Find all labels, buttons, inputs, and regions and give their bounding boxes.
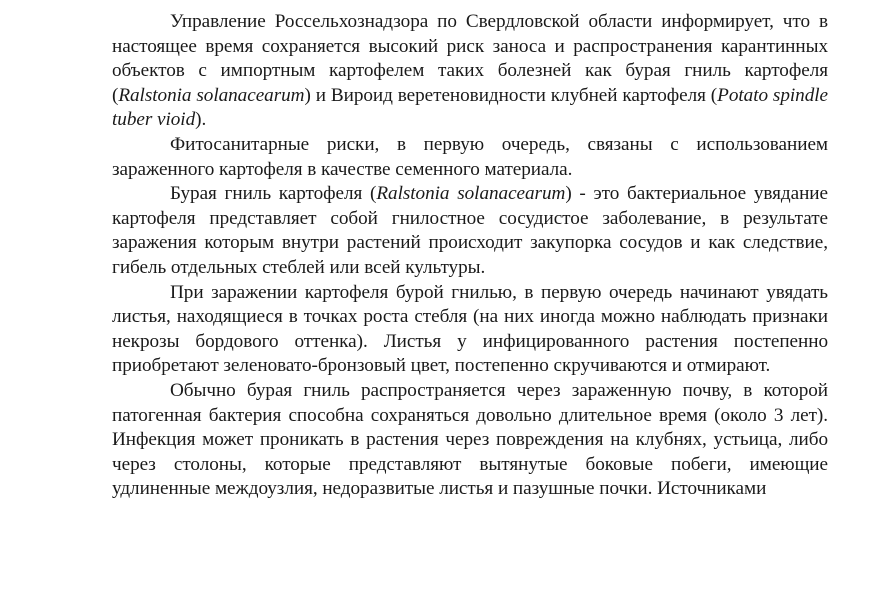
paragraph-3 [112,182,828,280]
paragraph-4 [112,281,828,379]
paragraph-3-text-1: Бурая гниль картофеля ( [170,183,377,205]
paragraph-1-latin-name-1: Ralstonia solanacearum [118,84,305,106]
document-page [112,10,828,502]
paragraph-4-text-1: При заражении картофеля бурой гнилью, в первую очередь начинают увядать листья, находящиеся в точках роста стебля (на них иногда можно наблюдать признаки некрозы бордового оттенка). Листья у инфицированного растения постепенно приобретают зеленовато-бронзовый цвет, постепенно скручиваются и отмирают. [112,281,828,377]
paragraph-3-latin-name-1: Ralstonia solanacearum [376,183,566,205]
paragraph-1 [112,10,828,133]
paragraph-2 [112,133,828,182]
paragraph-1-latin-name-2: Potato spindle tuber vioid [112,84,829,131]
paragraph-3-text-2: ) - это бактериальное увядание картофеля представляет собой гнилостное сосудистое заболевание, в результате заражения которым внутри растений происходит закупорка сосудов и как следствие, гибель отдельных стеблей или всей культуры. [112,183,828,278]
paragraph-5 [112,379,828,502]
paragraph-5-text-1: Обычно бурая гниль распространяется через зараженную почву, в которой патогенная бактерия способна сохраняться довольно длительное время (около 3 лет). Инфекция может проникать в растения через повреждения на клубнях, устьица, либо через столоны, которые представляют вытянутые боковые побеги, имеющие удлиненные междоузлия, недоразвитые листья и пазушные почки. Источниками [112,379,828,500]
paragraph-2-text-1: Фитосанитарные риски, в первую очередь, связаны с использованием зараженного картофеля в качестве семенного материала. [112,133,828,180]
paragraph-1-text-2: ) и Вироид веретеновидности клубней картофеля ( [304,84,718,106]
paragraph-1-text-3: ). [195,109,207,131]
paragraph-1-text-1: Управление Россельхознадзора по Свердловской области информирует, что в настоящее время сохраняется высокий риск заноса и распространения карантинных объектов с импортным картофелем таких болезней как бурая гниль картофеля ( [112,11,828,106]
